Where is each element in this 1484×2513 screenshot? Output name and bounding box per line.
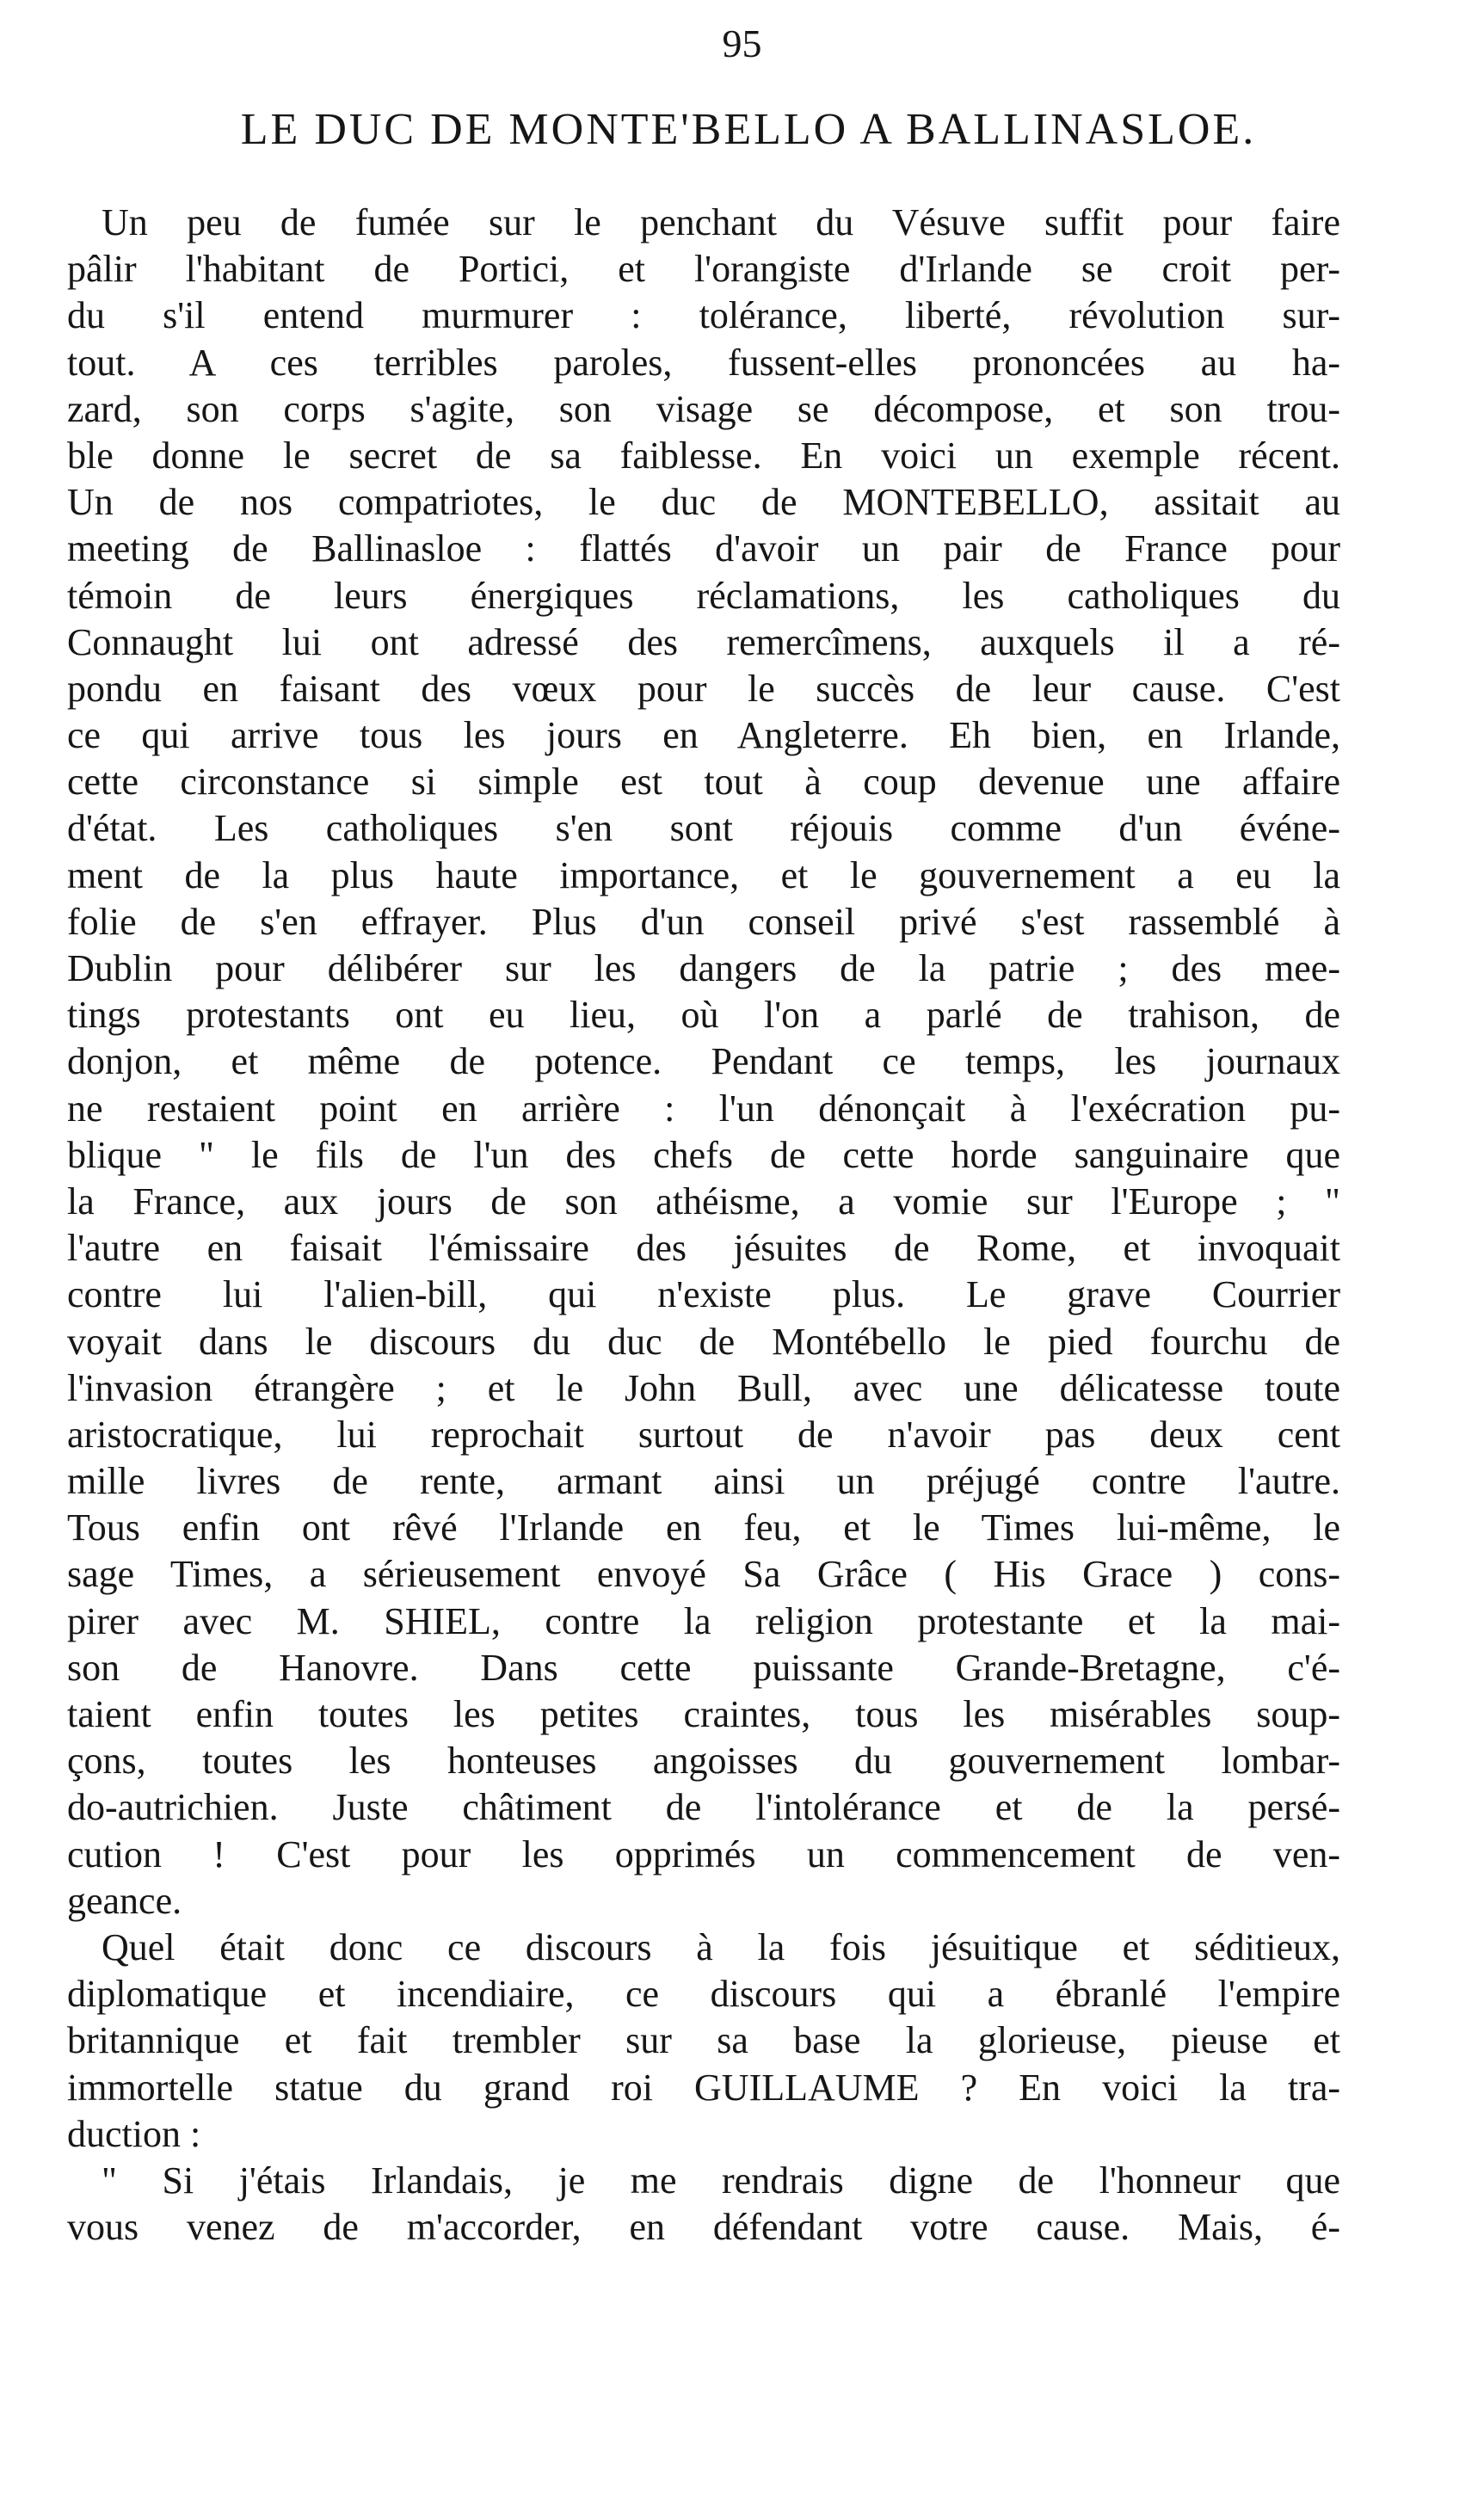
- text-line: pondu en faisant des vœux pour le succès de leur cause. C'est: [67, 667, 1340, 710]
- text-line: duction :: [67, 2112, 201, 2155]
- text-line: la France, aux jours de son athéisme, a vomie sur l'Europe ; ": [67, 1180, 1340, 1223]
- text-line: ment de la plus haute importance, et le gouvernement a eu la: [67, 853, 1340, 896]
- text-line: sage Times, a sérieusement envoyé Sa Grâce ( His Grace ) cons-: [67, 1553, 1340, 1596]
- text-line: mille livres de rente, armant ainsi un préjugé contre l'autre.: [67, 1460, 1340, 1503]
- text-line: Dublin pour délibérer sur les dangers de la patrie ; des mee-: [67, 947, 1340, 989]
- text-line: aristocratique, lui reprochait surtout de n'avoir pas deux cent: [67, 1413, 1340, 1456]
- text-line: tout. A ces terribles paroles, fussent-elles prononcées au ha-: [67, 341, 1340, 384]
- text-line: immortelle statue du grand roi GUILLAUME ? En voici la tra-: [67, 2066, 1340, 2109]
- text-line: çons, toutes les honteuses angoisses du gouvernement lombar-: [67, 1740, 1340, 1783]
- text-line: meeting de Ballinasloe : flattés d'avoir un pair de France pour: [67, 527, 1340, 570]
- text-line: donjon, et même de potence. Pendant ce temps, les journaux: [67, 1040, 1340, 1083]
- text-line: contre lui l'alien-bill, qui n'existe plus. Le grave Courrier: [67, 1273, 1340, 1316]
- article-heading: LE DUC DE MONTE'BELLO A BALLINASLOE.: [240, 105, 1257, 154]
- text-line: ne restaient point en arrière : l'un dénonçait à l'exécration pu-: [67, 1087, 1340, 1130]
- text-line: témoin de leurs énergiques réclamations, les catholiques du: [67, 574, 1340, 617]
- text-line: tings protestants ont eu lieu, où l'on a parlé de trahison, de: [67, 994, 1340, 1037]
- text-line: Tous enfin ont rêvé l'Irlande en feu, et le Times lui-même, le: [67, 1506, 1340, 1549]
- text-line: voyait dans le discours du duc de Montébello le pied fourchu de: [67, 1320, 1340, 1363]
- text-line: son de Hanovre. Dans cette puissante Grande-Bretagne, c'é-: [67, 1646, 1340, 1689]
- text-line: Un de nos compatriotes, le duc de MONTEBELLO, assitait au: [67, 481, 1340, 524]
- text-line: d'état. Les catholiques s'en sont réjouis comme d'un événe-: [67, 807, 1340, 850]
- text-line: pâlir l'habitant de Portici, et l'orangiste d'Irlande se croit per-: [67, 248, 1340, 291]
- text-line: blique " le fils de l'un des chefs de cette horde sanguinaire que: [67, 1133, 1340, 1176]
- page-number: 95: [722, 22, 762, 65]
- text-line: zard, son corps s'agite, son visage se décompose, et son trou-: [67, 387, 1340, 430]
- text-line: Quel était donc ce discours à la fois jésuitique et séditieux,: [102, 1925, 1340, 1968]
- text-line: l'invasion étrangère ; et le John Bull, avec une délicatesse toute: [67, 1366, 1340, 1409]
- text-line: vous venez de m'accorder, en défendant votre cause. Mais, é-: [67, 2206, 1340, 2249]
- text-line: do-autrichien. Juste châtiment de l'intolérance et de la persé-: [67, 1786, 1340, 1829]
- text-line: ce qui arrive tous les jours en Angleterre. Eh bien, en Irlande,: [67, 714, 1340, 757]
- text-line: Un peu de fumée sur le penchant du Vésuve suffit pour faire: [102, 201, 1340, 243]
- text-line: " Si j'étais Irlandais, je me rendrais digne de l'honneur que: [102, 2159, 1340, 2202]
- text-line: britannique et fait trembler sur sa base la glorieuse, pieuse et: [67, 2019, 1340, 2062]
- text-line: diplomatique et incendiaire, ce discours qui a ébranlé l'empire: [67, 1973, 1340, 2016]
- text-line: cette circonstance si simple est tout à coup devenue une affaire: [67, 761, 1340, 804]
- text-line: l'autre en faisait l'émissaire des jésuites de Rome, et invoquait: [67, 1227, 1340, 1270]
- text-line: cution ! C'est pour les opprimés un commencement de ven-: [67, 1832, 1340, 1876]
- article-body: [67, 200, 1340, 2251]
- text-line: folie de s'en effrayer. Plus d'un conseil privé s'est rassemblé à: [67, 900, 1340, 943]
- text-line: ble donne le secret de sa faiblesse. En voici un exemple récent.: [67, 434, 1340, 477]
- text-line: du s'il entend murmurer : tolérance, liberté, révolution sur-: [67, 294, 1340, 337]
- text-line: Connaught lui ont adressé des remercîmens, auxquels il a ré-: [67, 620, 1340, 663]
- text-line: pirer avec M. SHIEL, contre la religion protestante et la mai-: [67, 1599, 1340, 1642]
- text-line: taient enfin toutes les petites craintes, tous les misérables soup-: [67, 1693, 1340, 1735]
- text-line: geance.: [67, 1879, 182, 1922]
